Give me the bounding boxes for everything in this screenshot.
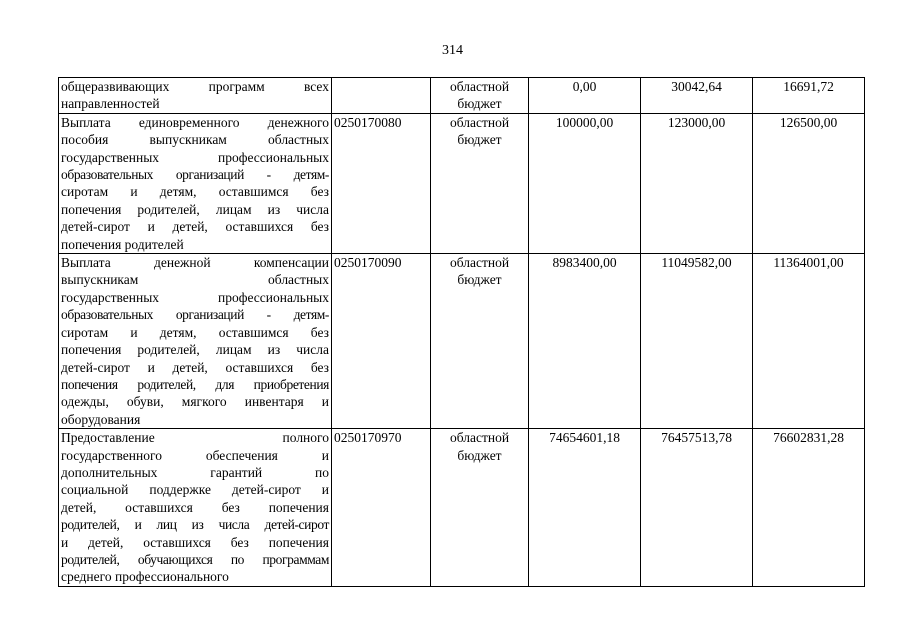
funding-source-line: бюджет	[457, 272, 502, 288]
funding-source-line: бюджет	[457, 132, 502, 148]
funding-source-cell	[431, 429, 529, 587]
amount-year1-cell: 74654601,18	[529, 429, 641, 587]
item-name-line: среднего профессионального	[61, 569, 229, 585]
amount-year2-cell: 123000,00	[641, 113, 753, 253]
item-name-line: государственного обеспечения и	[61, 447, 329, 463]
item-name-line: образовательных организаций - детям-	[61, 307, 329, 323]
funding-source-cell	[431, 254, 529, 429]
funding-source-line: областной	[449, 114, 510, 130]
amount-year2-cell: 30042,64	[641, 78, 753, 114]
budget-code-cell: 0250170090	[332, 254, 431, 429]
budget-code-cell	[332, 78, 431, 114]
item-name-line: государственных профессиональных	[61, 289, 329, 305]
item-name-cell	[59, 254, 332, 429]
item-name-line: государственных профессиональных	[61, 149, 329, 165]
item-name-line: попечения родителей	[61, 236, 184, 252]
table-row	[59, 429, 865, 587]
budget-code-cell: 0250170970	[332, 429, 431, 587]
item-name-line: дополнительных гарантий по	[61, 464, 329, 480]
amount-year3-cell: 76602831,28	[753, 429, 865, 587]
item-name-line: Выплата единовременного денежного	[61, 114, 329, 130]
amount-year1-cell: 0,00	[529, 78, 641, 114]
item-name-cell	[59, 113, 332, 253]
item-name-line: Выплата денежной компенсации	[61, 255, 329, 271]
amount-year3-cell: 16691,72	[753, 78, 865, 114]
funding-source-cell	[431, 78, 529, 114]
funding-source-line: областной	[449, 255, 510, 271]
item-name-line: и детей, оставшихся без попечения	[61, 534, 329, 550]
item-name-line: социальной поддержке детей-сирот и	[61, 482, 329, 498]
amount-year1-cell: 100000,00	[529, 113, 641, 253]
item-name-line: детей-сирот и детей, оставшихся без	[61, 359, 329, 375]
item-name-line: выпускникам областных	[61, 272, 329, 288]
item-name-line: Предоставление полного	[61, 430, 329, 446]
amount-year2-cell: 76457513,78	[641, 429, 753, 587]
table-row	[59, 113, 865, 253]
page-number: 314	[442, 43, 463, 58]
item-name-line: родителей, и лиц из числа детей-сирот	[61, 517, 329, 533]
item-name-line: родителей, обучающихся по программам	[61, 551, 329, 567]
funding-source-line: областной	[449, 430, 510, 446]
item-name-line: пособия выпускникам областных	[61, 132, 329, 148]
item-name-line: попечения родителей, лицам из числа	[61, 342, 329, 358]
table-row	[59, 78, 865, 114]
item-name-cell	[59, 78, 332, 114]
funding-source-line: бюджет	[457, 96, 502, 112]
budget-table-body	[59, 78, 865, 587]
funding-source-cell	[431, 113, 529, 253]
amount-year2-cell: 11049582,00	[641, 254, 753, 429]
item-name-line: попечения родителей, лицам из числа	[61, 201, 329, 217]
table-row	[59, 254, 865, 429]
item-name-line: направленностей	[61, 96, 160, 112]
amount-year3-cell: 126500,00	[753, 113, 865, 253]
item-name-line: образовательных организаций - детям-	[61, 167, 329, 183]
item-name-line: сиротам и детям, оставшимся без	[61, 324, 329, 340]
item-name-line: детей-сирот и детей, оставшихся без	[61, 219, 329, 235]
amount-year1-cell: 8983400,00	[529, 254, 641, 429]
amount-year3-cell: 11364001,00	[753, 254, 865, 429]
item-name-cell	[59, 429, 332, 587]
budget-table	[58, 77, 865, 587]
funding-source-line: областной	[449, 79, 510, 94]
budget-code-cell: 0250170080	[332, 113, 431, 253]
item-name-line: общеразвивающих программ всех	[61, 79, 329, 94]
item-name-line: попечения родителей, для приобретения	[61, 376, 329, 392]
item-name-line: сиротам и детям, оставшимся без	[61, 184, 329, 200]
funding-source-line: бюджет	[457, 447, 502, 463]
item-name-line: оборудования	[61, 411, 141, 427]
item-name-line: одежды, обуви, мягкого инвентаря и	[61, 394, 329, 410]
item-name-line: детей, оставшихся без попечения	[61, 499, 329, 515]
